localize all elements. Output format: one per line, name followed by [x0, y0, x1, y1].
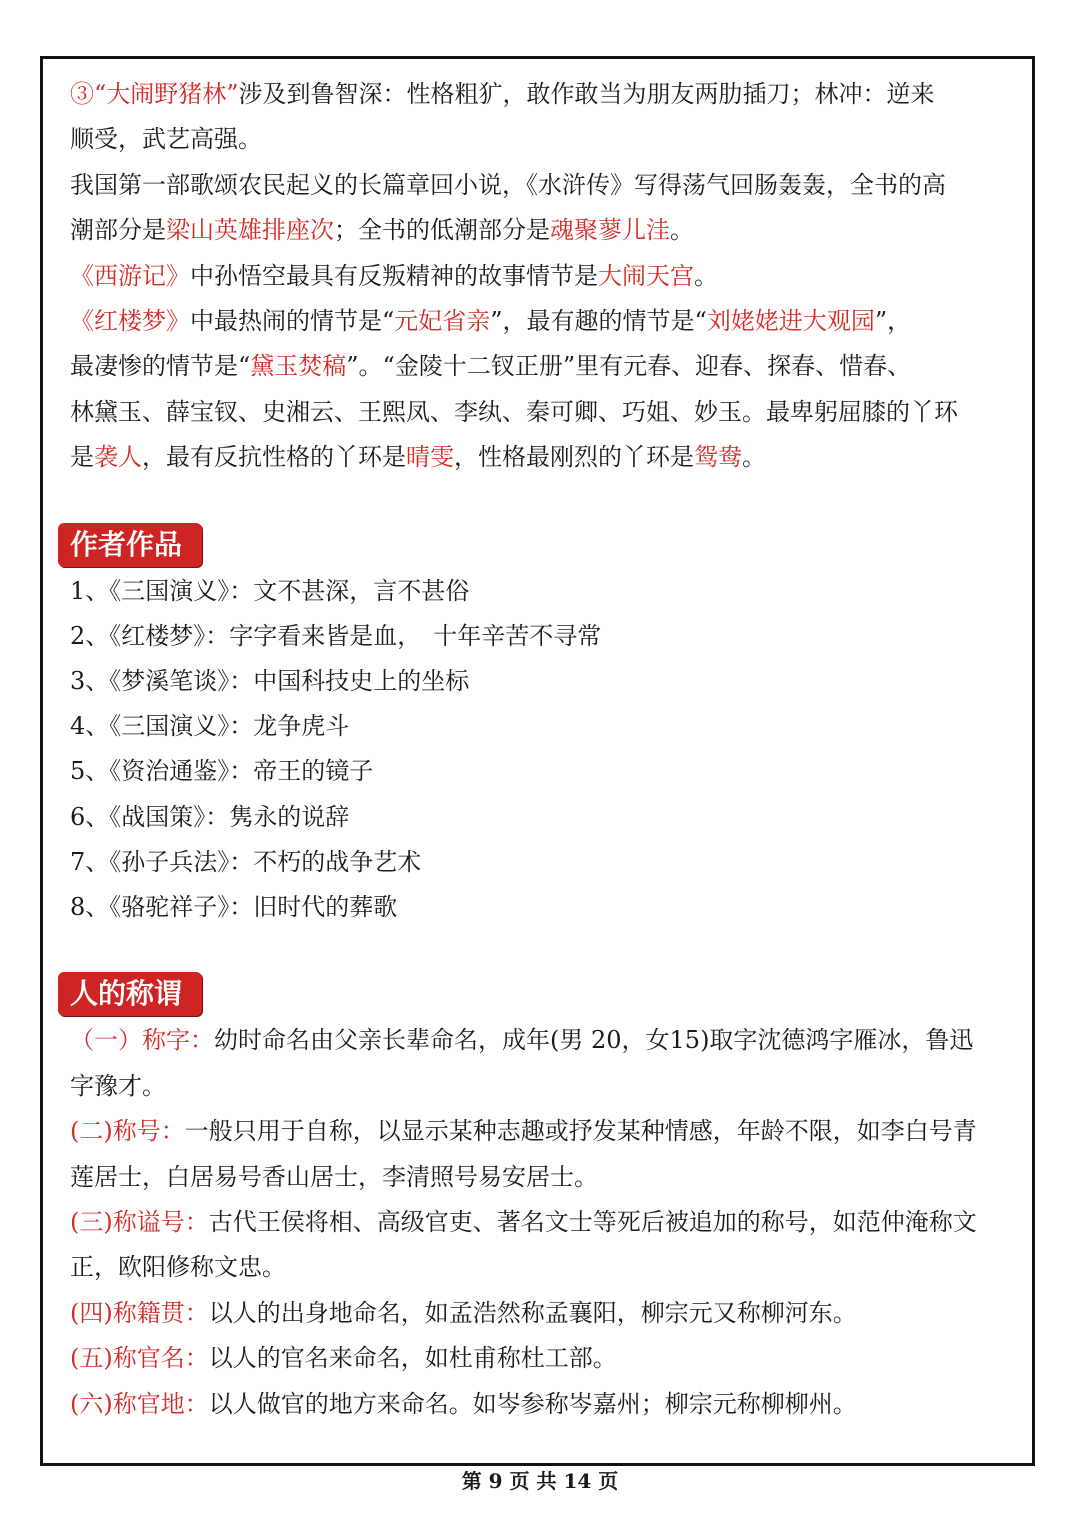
text: ”。“金陵十二钗正册”里有元春、迎春、探春、惜春、 [346, 352, 912, 381]
titles-p4-line1 [70, 1291, 1025, 1336]
highlight: 元妃省亲 [394, 307, 491, 336]
section-heading-works: 作者作品 [58, 523, 202, 567]
item-label: (四)称籍贯： [70, 1298, 209, 1327]
text: ”， [874, 307, 912, 336]
highlight: 晴雯 [406, 443, 454, 472]
list-item: 6、《战国策》：隽永的说辞 [70, 802, 350, 831]
list-item: 8、《骆驼祥子》：旧时代的葬歌 [70, 893, 398, 922]
titles-list [70, 1018, 1025, 1427]
intro-line-7 [70, 344, 1025, 389]
highlight: 大闹天宫 [598, 261, 694, 290]
item-label: (三)称谥号： [70, 1207, 209, 1236]
item-label: (二)称号： [70, 1117, 185, 1146]
intro-line-9 [70, 435, 1025, 480]
text: ，性格最刚烈的丫环是 [454, 443, 694, 472]
page-content [70, 72, 1025, 1427]
titles-p6-line1 [70, 1382, 1025, 1427]
highlight: 魂聚蓼儿洼 [550, 216, 670, 245]
list-item: 2、《红楼梦》：字字看来皆是血， 十年辛苦不寻常 [70, 621, 602, 650]
text: ；全书的低潮部分是 [334, 216, 550, 245]
titles-p3-line1 [70, 1200, 1025, 1245]
intro-line-6 [70, 299, 1025, 344]
text: 古代王侯将相、高级官吏、著名文士等死后被追加的称号，如范仲淹称文 [208, 1207, 977, 1236]
highlight: 《西游记》 [70, 261, 190, 290]
section-heading-titles: 人的称谓 [58, 972, 202, 1016]
titles-p5-line1 [70, 1336, 1025, 1381]
item-label: (六)称官地： [70, 1389, 209, 1418]
intro-line-5 [70, 254, 1025, 299]
text: 是 [70, 443, 94, 472]
text: 中最热闹的情节是“ [190, 307, 395, 336]
text: 中孙悟空最具有反叛精神的故事情节是 [190, 261, 598, 290]
highlight: 黛玉焚稿 [250, 352, 347, 381]
text: 一般只用于自称，以显示某种志趣或抒发某种情感，年龄不限，如李白号青 [184, 1117, 977, 1146]
intro-line-1 [70, 72, 1025, 117]
highlight: 梁山英雄排座次 [166, 216, 334, 245]
titles-p2-line2: 莲居士，白居易号香山居士，李清照号易安居士。 [70, 1162, 598, 1191]
text: 最凄惨的情节是“ [70, 352, 251, 381]
text: 潮部分是 [70, 216, 166, 245]
text: 。 [694, 261, 718, 290]
titles-p1-line1 [70, 1018, 1025, 1063]
item-label: （一）称字： [70, 1026, 214, 1055]
text: ，最有反抗性格的丫环是 [142, 443, 406, 472]
list-item: 3、《梦溪笔谈》：中国科技史上的坐标 [70, 667, 470, 696]
intro-line-4 [70, 208, 1025, 253]
titles-p1-line2: 字豫才。 [70, 1071, 166, 1100]
text: 以人的官名来命名，如杜甫称杜工部。 [208, 1344, 617, 1373]
list-item: 1、《三国演义》：文不甚深，言不甚俗 [70, 576, 470, 605]
titles-p3-line2: 正，欧阳修称文忠。 [70, 1253, 286, 1282]
text: 。 [742, 443, 766, 472]
intro-line-3: 我国第一部歌颂农民起义的长篇章回小说，《水浒传》写得荡气回肠轰轰，全书的高 [70, 170, 946, 199]
text: 。 [670, 216, 694, 245]
highlight: 刘姥姥进大观园 [706, 307, 875, 336]
text: 幼时命名由父亲长辈命名，成年(男 20，女15)取字沈德鸿字雁冰，鲁迅 [214, 1026, 974, 1055]
titles-p2-line1 [70, 1109, 1025, 1154]
highlight: 《红楼梦》 [70, 307, 190, 336]
list-item: 7、《孙子兵法》：不朽的战争艺术 [70, 847, 422, 876]
list-item: 4、《三国演义》：龙争虎斗 [70, 712, 350, 741]
text: ”，最有趣的情节是“ [490, 307, 707, 336]
intro-line-8: 林黛玉、薛宝钗、史湘云、王熙凤、李纨、秦可卿、巧姐、妙玉。最卑躬屈膝的丫环 [70, 397, 958, 426]
intro-line-2: 顺受，武艺高强。 [70, 125, 262, 154]
highlight: 袭人 [94, 443, 142, 472]
highlight: ③“大闹野猪林” [70, 80, 239, 108]
text: 涉及到鲁智深：性格粗犷，敢作敢当为朋友两肋插刀；林冲：逆来 [238, 80, 935, 108]
list-item: 5、《资治通鉴》：帝王的镜子 [70, 757, 374, 786]
works-list [70, 569, 1025, 931]
text: 以人做官的地方来命名。如岑参称岑嘉州；柳宗元称柳柳州。 [208, 1389, 857, 1418]
highlight: 鸳鸯 [694, 443, 742, 472]
item-label: (五)称官名： [70, 1344, 209, 1373]
page-number: 第 9 页 共 14 页 [461, 1469, 619, 1493]
text: 以人的出身地命名，如孟浩然称孟襄阳，柳宗元又称柳河东。 [208, 1298, 857, 1327]
